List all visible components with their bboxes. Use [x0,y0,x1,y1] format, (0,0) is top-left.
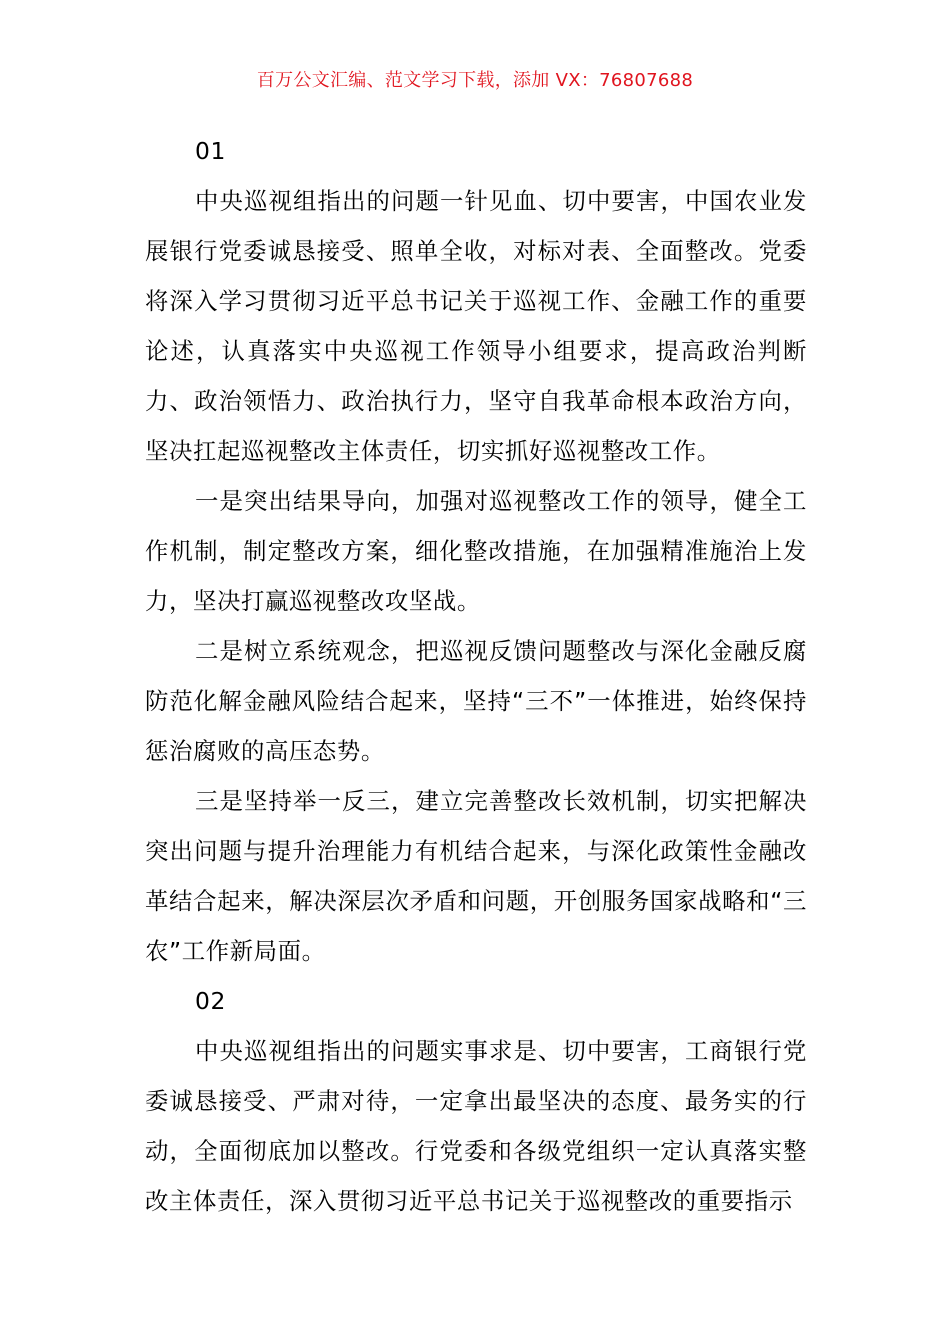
section-number-02: 02 [195,987,226,1015]
paragraph-icbc-intro: 中央巡视组指出的问题实事求是、切中要害，工商银行党委诚恳接受、严肃对待，一定拿出最坚决的态度、最务实的行动，全面彻底加以整改。行党委和各级党组织一定认真落实整改主体责任，深入贯彻习近平总书记关于巡视整改的重要指示 [145,1037,807,1215]
paragraph-point-two: 二是树立系统观念，把巡视反馈问题整改与深化金融反腐防范化解金融风险结合起来，坚持“三不”一体推进，始终保持惩治腐败的高压态势。 [145,637,807,765]
paragraph-point-three: 三是坚持举一反三，建立完善整改长效机制，切实把解决突出问题与提升治理能力有机结合起来，与深化政策性金融改革结合起来，解决深层次矛盾和问题，开创服务国家战略和“三农”工作新局面。 [145,787,807,965]
paragraph-adbc-intro: 中央巡视组指出的问题一针见血、切中要害，中国农业发展银行党委诚恳接受、照单全收，对标对表、全面整改。党委将深入学习贯彻习近平总书记关于巡视工作、金融工作的重要论述，认真落实中央巡视工作领导小组要求，提高政治判断力、政治领悟力、政治执行力，坚守自我革命根本政治方向，坚决扛起巡视整改主体责任，切实抓好巡视整改工作。 [145,187,807,465]
document-body [145,126,807,1226]
header-banner: 百万公文汇编、范文学习下载，添加 VX：76807688 [256,70,694,91]
paragraph-point-one: 一是突出结果导向，加强对巡视整改工作的领导，健全工作机制，制定整改方案，细化整改措施，在加强精准施治上发力，坚决打赢巡视整改攻坚战。 [145,487,807,615]
section-number-01: 01 [195,137,226,165]
